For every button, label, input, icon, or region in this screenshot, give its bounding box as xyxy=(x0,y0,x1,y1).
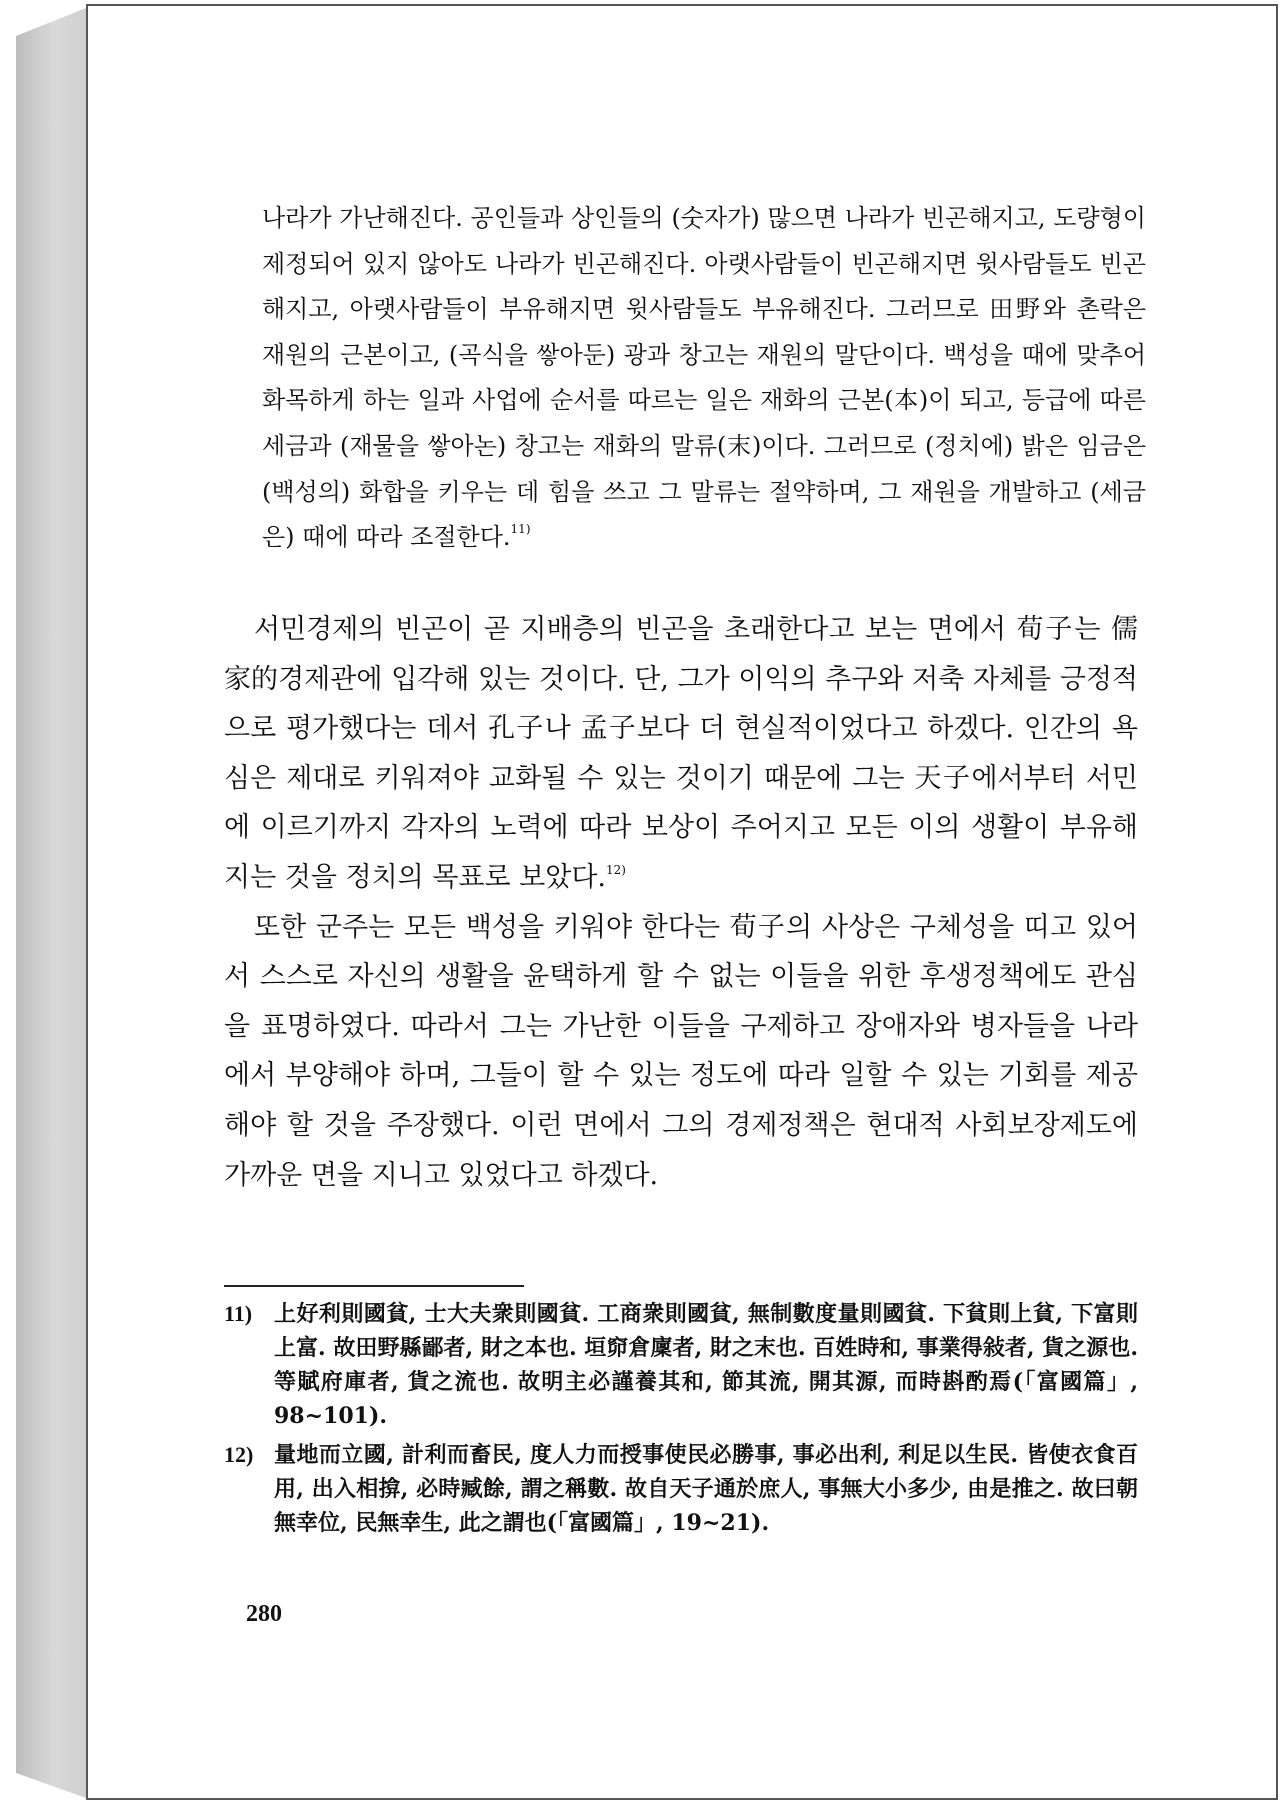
page-number: 280 xyxy=(246,1601,282,1627)
footnote-12 xyxy=(224,1438,1138,1540)
paragraph-1 xyxy=(224,605,1138,903)
body-text xyxy=(224,605,1138,1200)
paragraph-1-text: 서민경제의 빈곤이 곧 지배층의 빈곤을 초래한다고 보는 면에서 荀子는 儒家的경제관에 입각해 있는 것이다. 단, 그가 이익의 추구와 저축 자체를 긍정적으로 평가했다는 데서 孔子나 孟子보다 더 현실적이었다고 하겠다. 인간의 욕심은 제대로 키워져야 교화될 수 있는 것이기 때문에 그는 天子에서부터 서민에 이르기까지 각자의 노력에 따라 보상이 주어지고 모든 이의 생활이 부유해지는 것을 정치의 목표로 보았다. xyxy=(224,614,1138,893)
footnote-ref-11: 11) xyxy=(510,522,531,537)
footnote-text: 量地而立國, 計利而畜民, 度人力而授事使民必勝事, 事必出利, 利足以生民. 皆使衣食百用, 出入相揜, 必時臧餘, 謂之稱數. 故自天子通於庶人, 事無大小多少, 由是推之. 故曰朝無幸位, 民無幸生, 此之謂也(「富國篇」, 19~21). xyxy=(274,1442,1138,1536)
paragraph-2: 또한 군주는 모든 백성을 키워야 한다는 荀子의 사상은 구체성을 띠고 있어서 스스로 자신의 생활을 윤택하게 할 수 없는 이들을 위한 후생정책에도 관심을 표명하였다. 따라서 그는 가난한 이들을 구제하고 장애자와 병자들을 나라에서 부양해야 하며, 그들이 할 수 있는 정도에 따라 일할 수 있는 기회를 제공해야 할 것을 주장했다. 이런 면에서 그의 경제정책은 현대적 사회보장제도에 가까운 면을 지니고 있었다고 하겠다. xyxy=(224,911,1138,1191)
footnotes xyxy=(224,1297,1138,1545)
footnote-number: 11) xyxy=(224,1301,253,1326)
quote-text: 나라가 가난해진다. 공인들과 상인들의 (숫자가) 많으면 나라가 빈곤해지고, 도량형이 제정되어 있지 않아도 나라가 빈곤해진다. 아랫사람들이 빈곤해지면 윗사람들도 빈곤해지고, 아랫사람들이 부유해지면 윗사람들도 부유해진다. 그러므로 田野와 촌락은 재원의 근본이고, (곡식을 쌓아둔) 광과 창고는 재원의 말단이다. 백성을 때에 맞추어 화목하게 하는 일과 사업에 순서를 따르는 일은 재화의 근본(本)이 되고, 등급에 따른 세금과 (재물을 쌓아논) 창고는 재화의 말류(末)이다. 그러므로 (정치에) 밝은 임금은 (백성의) 화합을 키우는 데 힘을 쓰고 그 말류는 절약하며, 그 재원을 개발하고 (세금은) 때에 따라 조절한다. xyxy=(262,204,1146,552)
footnote-rule xyxy=(224,1285,524,1287)
block-quote xyxy=(262,196,1146,561)
footnote-number: 12) xyxy=(224,1442,254,1467)
footnote-text: 上好利則國貧, 士大夫衆則國貧. 工商衆則國貧, 無制數度量則國貧. 下貧則上貧, 下富則上富. 故田野縣鄙者, 財之本也. 垣窌倉廩者, 財之末也. 百姓時和, 事業得敍者, 貨之源也. 等賦府庫者, 貨之流也. 故明主必謹養其和, 節其流, 開其源, 而時斟酌焉(「富國篇」, 98~101). xyxy=(274,1301,1138,1429)
book-spine xyxy=(16,8,86,1798)
footnote-11 xyxy=(224,1297,1138,1433)
footnote-ref-12: 12) xyxy=(605,862,626,877)
